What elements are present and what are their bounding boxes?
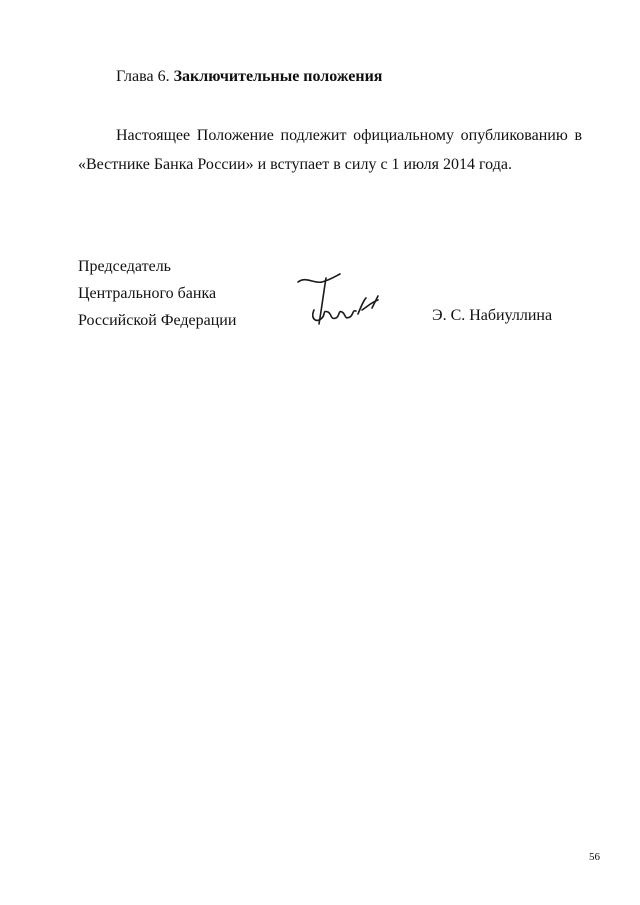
paragraph-line-1: Настоящее Положение подлежит официальному опубликованию в — [116, 127, 582, 144]
chapter-prefix: Глава 6. — [116, 68, 174, 85]
handwritten-signature-icon — [292, 270, 392, 330]
chapter-heading — [116, 68, 382, 86]
page-number: 56 — [589, 851, 600, 863]
paragraph-line-2: «Вестнике Банка России» и вступает в силу с 1 июля 2014 года. — [78, 156, 512, 173]
signer-name: Э. С. Набиуллина — [432, 307, 553, 324]
position-line-2: Центрального банка — [78, 285, 217, 302]
position-line-1: Председатель — [78, 258, 171, 275]
signatory-position — [78, 253, 236, 334]
body-paragraph — [78, 121, 582, 179]
position-line-3: Российской Федерации — [78, 312, 237, 329]
chapter-title: Заключительные положения — [173, 68, 383, 85]
